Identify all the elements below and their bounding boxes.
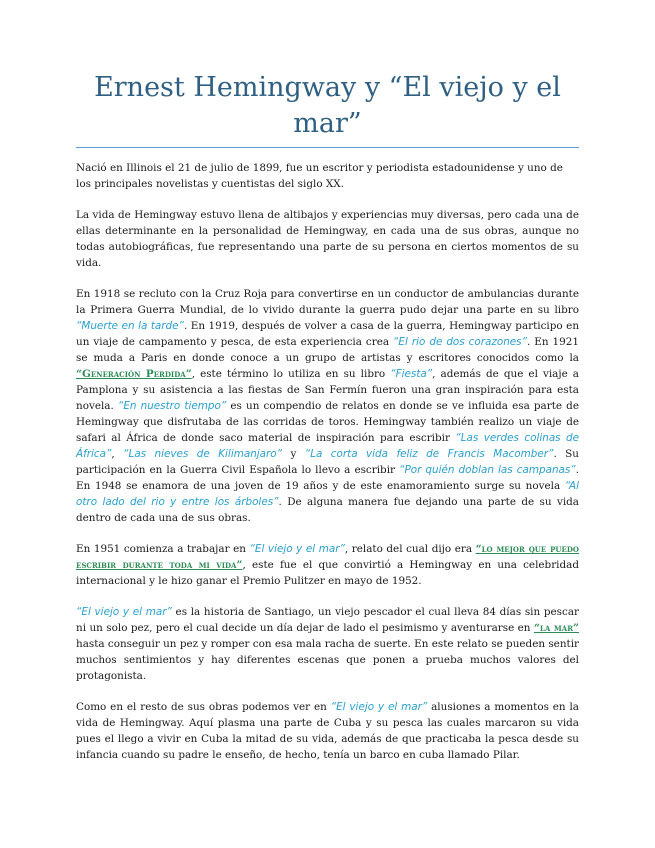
document-body — [76, 160, 579, 778]
text-span: , además de que el viaje a Pamplona y su asistencia a las fiestas de San Fermín fueron una gran inspiración para esta novela. — [76, 368, 579, 412]
book-title: “Muerte en la tarde” — [76, 320, 184, 332]
paragraph-cuba — [76, 699, 579, 763]
book-title: “El viejo y el mar” — [249, 543, 345, 555]
text-span: , este fue el que convirtió a Hemingway en una celebridad internacional y le hizo ganar el Premio Pulitzer en mayo de 1952. — [76, 559, 579, 587]
title-underline — [76, 147, 579, 148]
text-span: . De alguna manera fue dejando una parte de su vida dentro de cada una de sus obras. — [76, 496, 579, 524]
book-title: “El viejo y el mar” — [330, 701, 428, 713]
book-title: “La corta vida feliz de Francis Macomber” — [304, 448, 554, 460]
text-span: En 1951 comienza a trabajar en — [76, 543, 250, 555]
text-span: alusiones a momentos en la vida de Hemingway. Aquí plasma una parte de Cuba y su pesca las cuales marcaron su vida pues el llego a vivir en Cuba la mitad de su vida, además de que practicaba la pesca desde su infancia cuando su padre le enseño, de hecho, tenía un barco en cuba llamado Pilar. — [76, 701, 579, 761]
paragraph-life: La vida de Hemingway estuvo llena de altibajos y experiencias muy diversas, pero cada una de ellas determinante en la personalidad de Hemingway, en cada una de sus obras, aunque no todas autobiográficas, fue representando una parte de su persona en ciertos momentos de su vida. — [76, 209, 579, 269]
text-span: hasta conseguir un pez y romper con esa mala racha de suerte. En este relato se pueden sentir muchos sentimientos y hay diferentes escenas que ponen a prueba muchos valores del protagonista. — [76, 638, 579, 682]
text-span: En 1918 se recluto con la Cruz Roja para convertirse en un conductor de ambulancias durante la Primera Guerra Mundial, de lo vivido durante la guerra pudo dejar una parte en su libro — [76, 288, 579, 316]
book-title: “Las nieves de Kilimanjaro” — [123, 448, 283, 460]
text-span: . En 1921 se muda a Paris en donde conoce a un grupo de artistas y escritores conocidos como la — [76, 336, 579, 364]
text-span: , — [111, 448, 124, 460]
quoted-phrase: “Generación Perdida” — [76, 368, 192, 380]
paragraph-birth: Nació en Illinois el 21 de julio de 1899, fue un escritor y periodista estadounidense y uno de los principales novelistas y cuentistas del siglo XX. — [76, 162, 563, 190]
text-span: y — [282, 448, 305, 460]
book-title: “Fiesta” — [390, 368, 433, 380]
quoted-phrase: “la mar” — [533, 622, 580, 634]
text-span: es un compendio de relatos en donde se ve influida esa parte de Hemingway que disfrutaba de las corridas de toros. Hemingway también realizo un viaje de safari al África de donde saco material de inspiración para escribir — [76, 400, 579, 444]
paragraph-pulitzer — [76, 541, 579, 589]
book-title: “Por quién doblan las campanas” — [399, 464, 576, 476]
quoted-phrase: “lo mejor que puedo escribir durante toda mi vida” — [76, 543, 579, 571]
text-span: Como en el resto de sus obras podemos ver en — [76, 701, 331, 713]
text-span: , este término lo utiliza en su libro — [191, 368, 391, 380]
text-span: . Su participación en la Guerra Civil Española lo llevo a escribir — [76, 448, 579, 476]
text-span: es la historia de Santiago, un viejo pescador el cual lleva 84 días sin pescar ni un solo pez, pero el cual decide un día dejar de lado el pesimismo y aventurarse en — [76, 606, 579, 634]
book-title: “Al otro lado del rio y entre los árboles” — [76, 480, 579, 508]
paragraph-works — [76, 286, 579, 526]
text-span: . En 1919, después de volver a casa de la guerra, Hemingway participo en un viaje de campamento y pesca, de esta experiencia crea — [76, 320, 580, 348]
book-title: “En nuestro tiempo” — [117, 400, 227, 412]
book-title: “El viejo y el mar” — [76, 606, 172, 618]
paragraph-story — [76, 604, 579, 684]
book-title: “El rio de dos corazones” — [393, 336, 527, 348]
document-title: Ernest Hemingway y “El viejo y el mar” — [94, 72, 561, 139]
book-title: “Las verdes colinas de África” — [76, 432, 580, 460]
text-span: . En 1948 se enamora de una joven de 19 años y de este enamoramiento surge su novela — [76, 464, 580, 492]
text-span: , relato del cual dijo era — [344, 543, 476, 555]
